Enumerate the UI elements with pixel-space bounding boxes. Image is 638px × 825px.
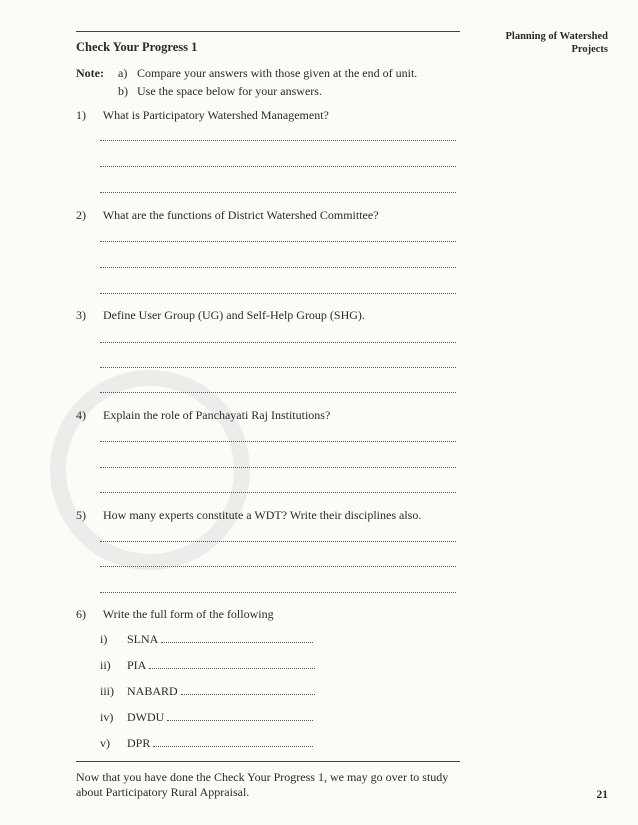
abbreviation-numeral: iii)	[100, 684, 114, 698]
section-heading: Check Your Progress 1	[76, 40, 198, 54]
answer-line[interactable]	[100, 166, 456, 167]
answer-line[interactable]	[100, 192, 456, 193]
question-4	[76, 408, 330, 423]
abbreviation-answer-line[interactable]	[181, 694, 315, 695]
note-text-a: Compare your answers with those given at the end of unit.	[137, 66, 418, 80]
answer-line[interactable]	[100, 392, 456, 393]
abbreviation-term: DPR	[127, 736, 151, 750]
question-1	[76, 108, 329, 123]
abbreviation-item	[100, 684, 315, 699]
top-rule	[76, 31, 460, 32]
abbreviation-answer-line[interactable]	[149, 668, 315, 669]
answer-line[interactable]	[100, 566, 456, 567]
abbreviation-answer-line[interactable]	[167, 720, 313, 721]
watermark	[50, 360, 610, 580]
side-title-line2: Projects	[571, 44, 608, 55]
question-text: How many experts constitute a WDT? Write their disciplines also.	[103, 508, 422, 522]
answer-line[interactable]	[100, 267, 456, 268]
question-5	[76, 508, 421, 523]
answer-line[interactable]	[100, 592, 456, 593]
answer-line[interactable]	[100, 342, 456, 343]
question-3	[76, 308, 365, 323]
answer-line[interactable]	[100, 140, 456, 141]
answer-line[interactable]	[100, 293, 456, 294]
question-6	[76, 607, 274, 622]
side-title	[468, 30, 608, 56]
question-number: 1)	[76, 108, 86, 122]
question-text: Write the full form of the following	[102, 607, 274, 621]
closing-paragraph	[76, 770, 496, 800]
abbreviation-term: DWDU	[127, 710, 165, 724]
abbreviation-item	[100, 632, 313, 647]
abbreviation-term: NABARD	[127, 684, 178, 698]
abbreviation-item	[100, 710, 313, 725]
answer-line[interactable]	[100, 492, 456, 493]
question-number: 2)	[76, 208, 86, 222]
answer-line[interactable]	[100, 367, 456, 368]
question-text: What are the functions of District Watershed Committee?	[102, 208, 379, 222]
side-title-line1: Planning of Watershed	[505, 31, 608, 42]
question-number: 5)	[76, 508, 86, 522]
abbreviation-answer-line[interactable]	[161, 642, 313, 643]
watermark-logo	[50, 370, 250, 570]
abbreviation-numeral: ii)	[100, 658, 111, 672]
answer-line[interactable]	[100, 241, 456, 242]
note-marker-b: b)	[118, 84, 128, 98]
question-number: 3)	[76, 308, 86, 322]
question-number: 4)	[76, 408, 86, 422]
question-number: 6)	[76, 607, 86, 621]
question-2	[76, 208, 379, 223]
page-number: 21	[596, 789, 608, 801]
abbreviation-answer-line[interactable]	[153, 746, 313, 747]
closing-line-1: Now that you have done the Check Your Progress 1, we may go over to study	[76, 770, 449, 784]
abbreviation-numeral: iv)	[100, 710, 114, 724]
closing-line-2: about Participatory Rural Appraisal.	[76, 785, 250, 799]
abbreviation-term: PIA	[127, 658, 146, 672]
question-text: Define User Group (UG) and Self-Help Group (SHG).	[103, 308, 365, 322]
note-marker-a: a)	[118, 66, 128, 80]
answer-line[interactable]	[100, 441, 456, 442]
note-label: Note:	[76, 66, 104, 80]
note-text-b: Use the space below for your answers.	[137, 84, 322, 98]
question-text: Explain the role of Panchayati Raj Institutions?	[103, 408, 331, 422]
answer-line[interactable]	[100, 467, 456, 468]
note-item-a	[118, 66, 417, 81]
bottom-rule	[76, 761, 460, 762]
abbreviation-numeral: i)	[100, 632, 108, 646]
question-text: What is Participatory Watershed Management?	[102, 108, 329, 122]
answer-line[interactable]	[100, 541, 456, 542]
abbreviation-item	[100, 736, 313, 751]
abbreviation-numeral: v)	[100, 736, 110, 750]
abbreviation-term: SLNA	[127, 632, 158, 646]
note-item-b	[118, 84, 322, 99]
abbreviation-item	[100, 658, 315, 673]
